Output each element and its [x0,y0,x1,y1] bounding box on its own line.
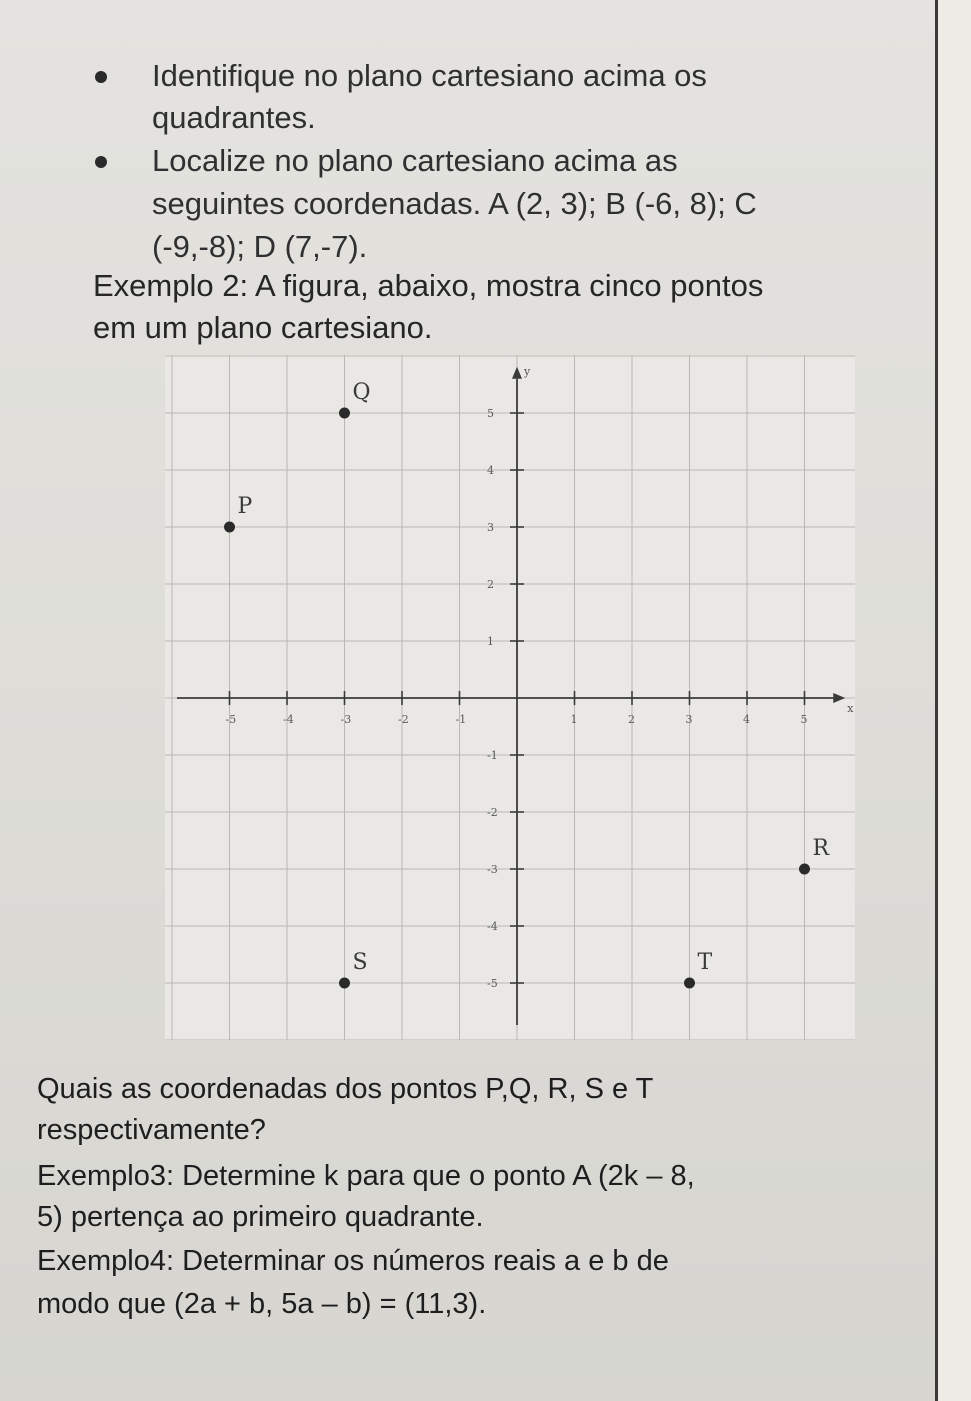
example2-line1: Exemplo 2: A figura, abaixo, mostra cinco pontos [93,268,764,303]
example2-line2: em um plano cartesiano. [93,310,433,345]
y-tick-label: 1 [487,635,494,648]
question-line1: Quais as coordenadas dos pontos P,Q, R, S e T [37,1073,654,1105]
point-s [339,978,350,989]
y-tick-label: -4 [487,920,498,933]
x-tick-label: 2 [628,713,635,726]
point-label-r: R [812,836,830,861]
bullet-text-line: (-9,-8); D (7,-7). [152,229,368,264]
x-tick-label: 1 [570,713,578,726]
bullet-text-line: quadrantes. [152,100,316,135]
y-tick-label: 2 [487,578,494,591]
bullet-dot [95,156,107,168]
x-tick-label: 5 [800,713,808,726]
page-edge [935,0,971,1401]
y-tick-label: 4 [487,464,494,477]
point-label-q: Q [352,380,371,405]
point-r [799,864,810,875]
x-tick-label: 3 [685,713,693,726]
x-axis-label: x [847,702,854,715]
point-t [684,978,695,989]
example4-line2: modo que (2a + b, 5a – b) = (11,3). [37,1288,487,1320]
point-p [224,522,235,533]
cartesian-plane-chart [165,355,855,1040]
x-tick-label: 4 [743,713,750,726]
x-tick-label: -2 [398,713,409,726]
x-tick-label: -3 [340,713,352,726]
x-tick-label: -4 [283,713,294,726]
bullet-text-line: Identifique no plano cartesiano acima os [152,58,707,93]
example3-line1: Exemplo3: Determine k para que o ponto A (2k – 8, [37,1160,695,1192]
y-tick-label: -5 [487,977,498,990]
y-tick-label: -2 [487,806,498,819]
point-label-s: S [352,950,368,975]
y-tick-label: 5 [487,407,494,420]
bullet-text-line: seguintes coordenadas. A (2, 3); B (-6, 8); C [152,186,757,221]
point-q [339,408,350,419]
bullet-item-coordinates [95,140,885,270]
point-label-t: T [697,950,713,975]
y-tick-label: -1 [487,749,498,762]
x-tick-label: -1 [455,713,467,726]
y-tick-label: 3 [487,521,494,534]
x-tick-label: -5 [225,713,237,726]
example4-line1: Exemplo4: Determinar os números reais a e b de [37,1245,669,1277]
bullet-item-quadrants [95,55,885,145]
bullet-dot [95,71,107,83]
y-tick-label: -3 [487,863,498,876]
y-axis-label: y [524,364,531,378]
bullet-text-line: Localize no plano cartesiano acima as [152,143,678,178]
question-line2: respectivamente? [37,1114,266,1146]
point-label-p: P [237,494,253,519]
example3-line2: 5) pertença ao primeiro quadrante. [37,1201,484,1233]
